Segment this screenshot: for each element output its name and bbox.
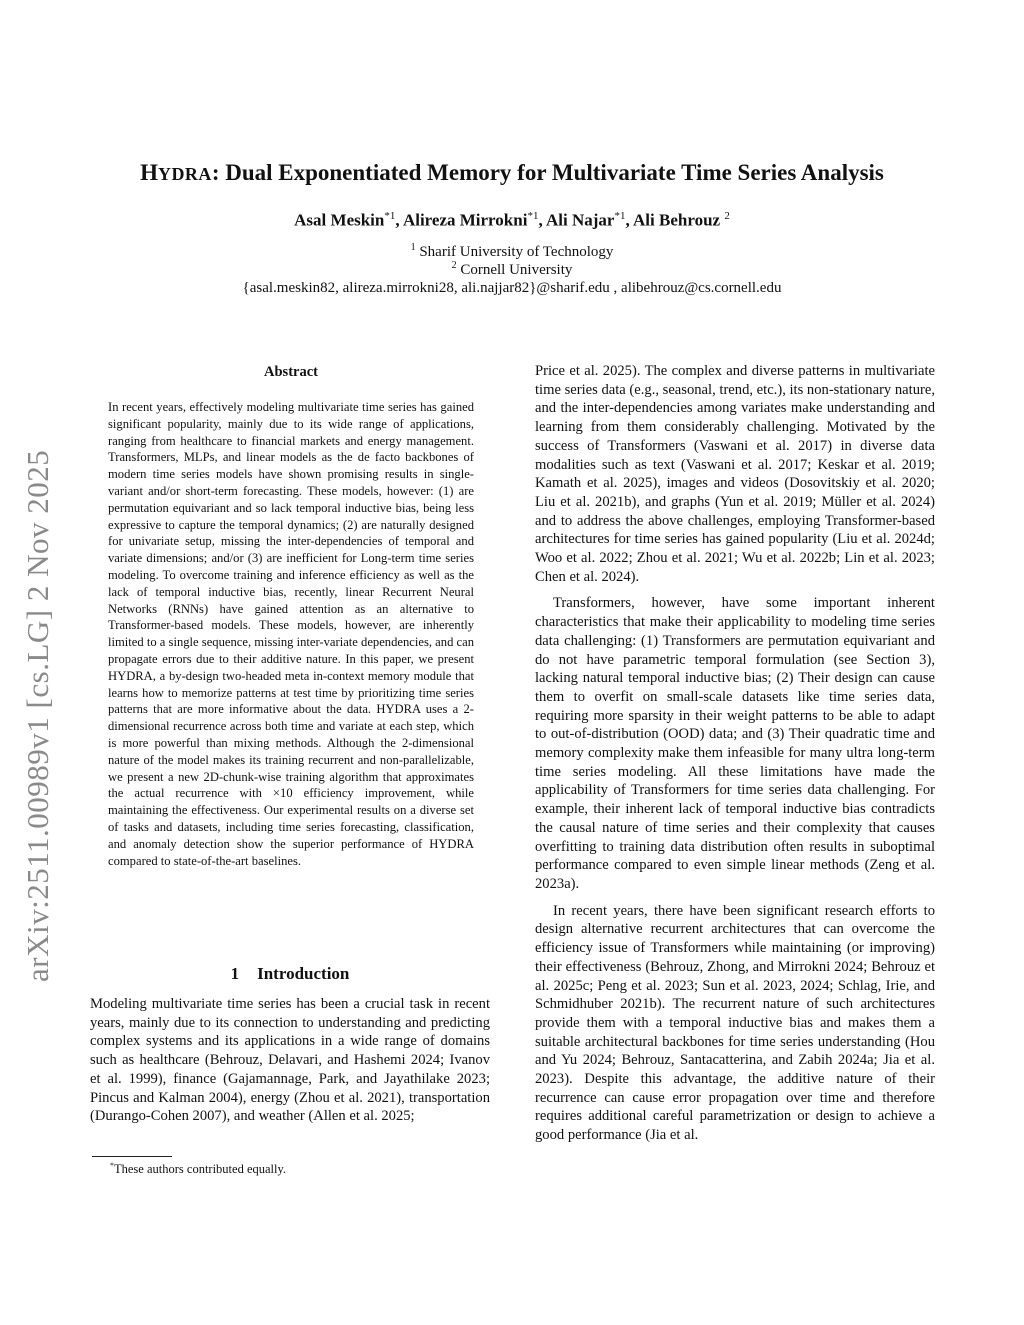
author-mark: *1 — [527, 210, 539, 222]
body-paragraph: Transformers, however, have some important inherent characteristics that make their applicability to modeling time series data challenging: (1) Transformers are permutation equivariant and do not have parametric temporal formulation (see Section 3), lacking natural temporal inductive bias; (2) Their design can cause them to overfit on small-scale datasets like time series data, requiring more sparsity in their weight patterns to be able to adapt to out-of-distribution (OOD) data; and (3) Their quadratic time and memory complexity make them infeasible for many ultra long-term time series modeling. All these limitations have made the applicability of Transformers for time series data challenging. For example, their inherent lack of temporal inductive bias contradicts the causal nature of time series and their complexity that causes overfitting to training data distribution often results in suboptimal performance compared to even simple linear methods (Zeng et al. 2023a). — [535, 595, 935, 892]
footnote — [110, 1161, 286, 1177]
body-paragraph: Price et al. 2025). The complex and diverse patterns in multivariate time series data (e.g., seasonal, trend, etc.), its non-stationary nature, and the inter-dependencies among variates make understanding and learning from them considerably challenging. Motivated by the success of Transformers (Vaswani et al. 2017) in diverse data modalities such as text (Vaswani et al. 2017; Keskar et al. 2019; Kamath et al. 2025), images and videos (Dosovitskiy et al. 2020; Liu et al. 2021b), and graphs (Yun et al. 2019; Müller et al. 2024) and to address the above challenges, employing Transformer-based architectures for time series has gained popularity (Liu et al. 2024d; Woo et al. 2022; Zhou et al. 2021; Wu et al. 2022b; Lin et al. 2023; Chen et al. 2024). — [535, 363, 935, 585]
author-name: Ali Najar — [546, 210, 615, 230]
footnote-mark: * — [110, 1161, 114, 1170]
arxiv-identifier: arXiv:2511.00989v1 [cs.LG] 2 Nov 2025 — [20, 449, 55, 982]
paper-title — [0, 160, 1024, 186]
footnote-text: These authors contributed equally. — [114, 1162, 287, 1177]
intro-paragraph: Modeling multivariate time series has been a crucial task in recent years, mainly due to its connection to understanding and predicting complex systems and its applications in a wide range of domains such as healthcare (Behrouz, Delavari, and Hashemi 2024; Ivanov et al. 1999), finance (Gajamannage, Park, and Jayathilake 2023; Pincus and Kalman 2004), energy (Zhou et al. 2021), transportation (Durango-Cohen 2007), and weather (Allen et al. 2025; — [90, 996, 490, 1125]
author-mark: 2 — [724, 210, 730, 222]
author-list: Asal Meskin$^{*1}$, Alireza Mirrokni$^{*1}$, Ali Najar$^{*1}$, Ali Behrouz $^2$ — [294, 210, 730, 230]
title-rest: : Dual Exponentiated Memory for Multivariate Time Series Analysis — [211, 160, 884, 185]
author-name: Asal Meskin — [294, 210, 385, 230]
model-name-initial: H — [140, 160, 158, 185]
author-emails: {asal.meskin82, alireza.mirrokni28, ali.najjar82}@sharif.edu , alibehrouz@cs.cornell.edu — [242, 280, 782, 296]
right-column — [535, 362, 935, 1153]
model-name-smallcaps: YDRA — [157, 164, 212, 184]
body-paragraph: In recent years, there have been significant research efforts to design alternative recurrent architectures that can overcome the efficiency issue of Transformers while maintaining (or improving) their effectiveness (Behrouz, Zhong, and Mirrokni 2024; Behrouz et al. 2025c; Peng et al. 2023; Sun et al. 2023, 2024; Schlag, Irie, and Schmidhuber 2021b). The recurrent nature of such architectures provide them with a temporal inductive bias and makes them a suitable architectural backbones for time series understanding (Hou and Yu 2024; Behrouz, Santacatterina, and Zabih 2024a; Jia et al. 2023). Despite this advantage, the additive nature of their recurrence can cause error propagation over time and therefore requires additional careful parametrization or design to achieve a good performance (Jia et al. — [535, 902, 935, 1144]
affiliation — [0, 260, 1024, 279]
affiliation-mark: 2 — [451, 260, 457, 271]
author-name: Alireza Mirrokni — [402, 210, 528, 230]
abstract-heading: Abstract — [264, 364, 318, 380]
author-mark: *1 — [614, 210, 626, 222]
section-heading — [90, 964, 490, 984]
section-title: Introduction — [257, 964, 350, 983]
affiliation-name: Cornell University — [460, 262, 573, 278]
affiliation-name: Sharif University of Technology — [419, 244, 614, 260]
abstract-text: In recent years, effectively modeling multivariate time series has gained significant popularity, mainly due to its wide range of applications, ranging from healthcare to financial markets and energy management. Transformers, MLPs, and linear models as the de facto backbones of modern time series models have shown promising results in single-variant and/or short-term forecasting. These models, however: (1) are permutation equivariant and so lack temporal inductive bias, being less expressive to capture the temporal dynamics; (2) are naturally designed for univariate setup, missing the inter-dependencies of temporal and variate dimensions; and/or (3) are inefficient for Long-term time series modeling. To overcome training and inference efficiency as well as the lack of temporal inductive bias, recently, linear Recurrent Neural Networks (RNNs) have gained attention as an alternative to Transformer-based models. These models, however, are inherently limited to a single sequence, missing inter-variate dependencies, and can propagate errors due to their additive nature. In this paper, we present HYDRA, a by-design two-headed meta in-context memory module that learns how to memorize patterns at test time by prioritizing time series patterns that are more informative about the data. HYDRA uses a 2-dimensional recurrence across both time and variate at each step, which is more powerful than mixing methods. Although the 2-dimensional nature of the model makes its training recurrent and non-parallelizable, we present a new 2D-chunk-wise training algorithm that approximates the actual recurrence with ×10 efficiency improvement, while maintaining the effectiveness. Our experimental results on a diverse set of tasks and datasets, including time series forecasting, classification, and anomaly detection show the superior performance of HYDRA compared to state-of-the-art baselines. — [108, 400, 474, 868]
author-mark: *1 — [384, 210, 396, 222]
footnote-rule — [92, 1156, 172, 1157]
affiliation — [0, 242, 1024, 261]
author-name: Ali Behrouz — [633, 210, 721, 230]
affiliation-mark: 1 — [410, 242, 416, 253]
section-number: 1 — [230, 964, 240, 983]
